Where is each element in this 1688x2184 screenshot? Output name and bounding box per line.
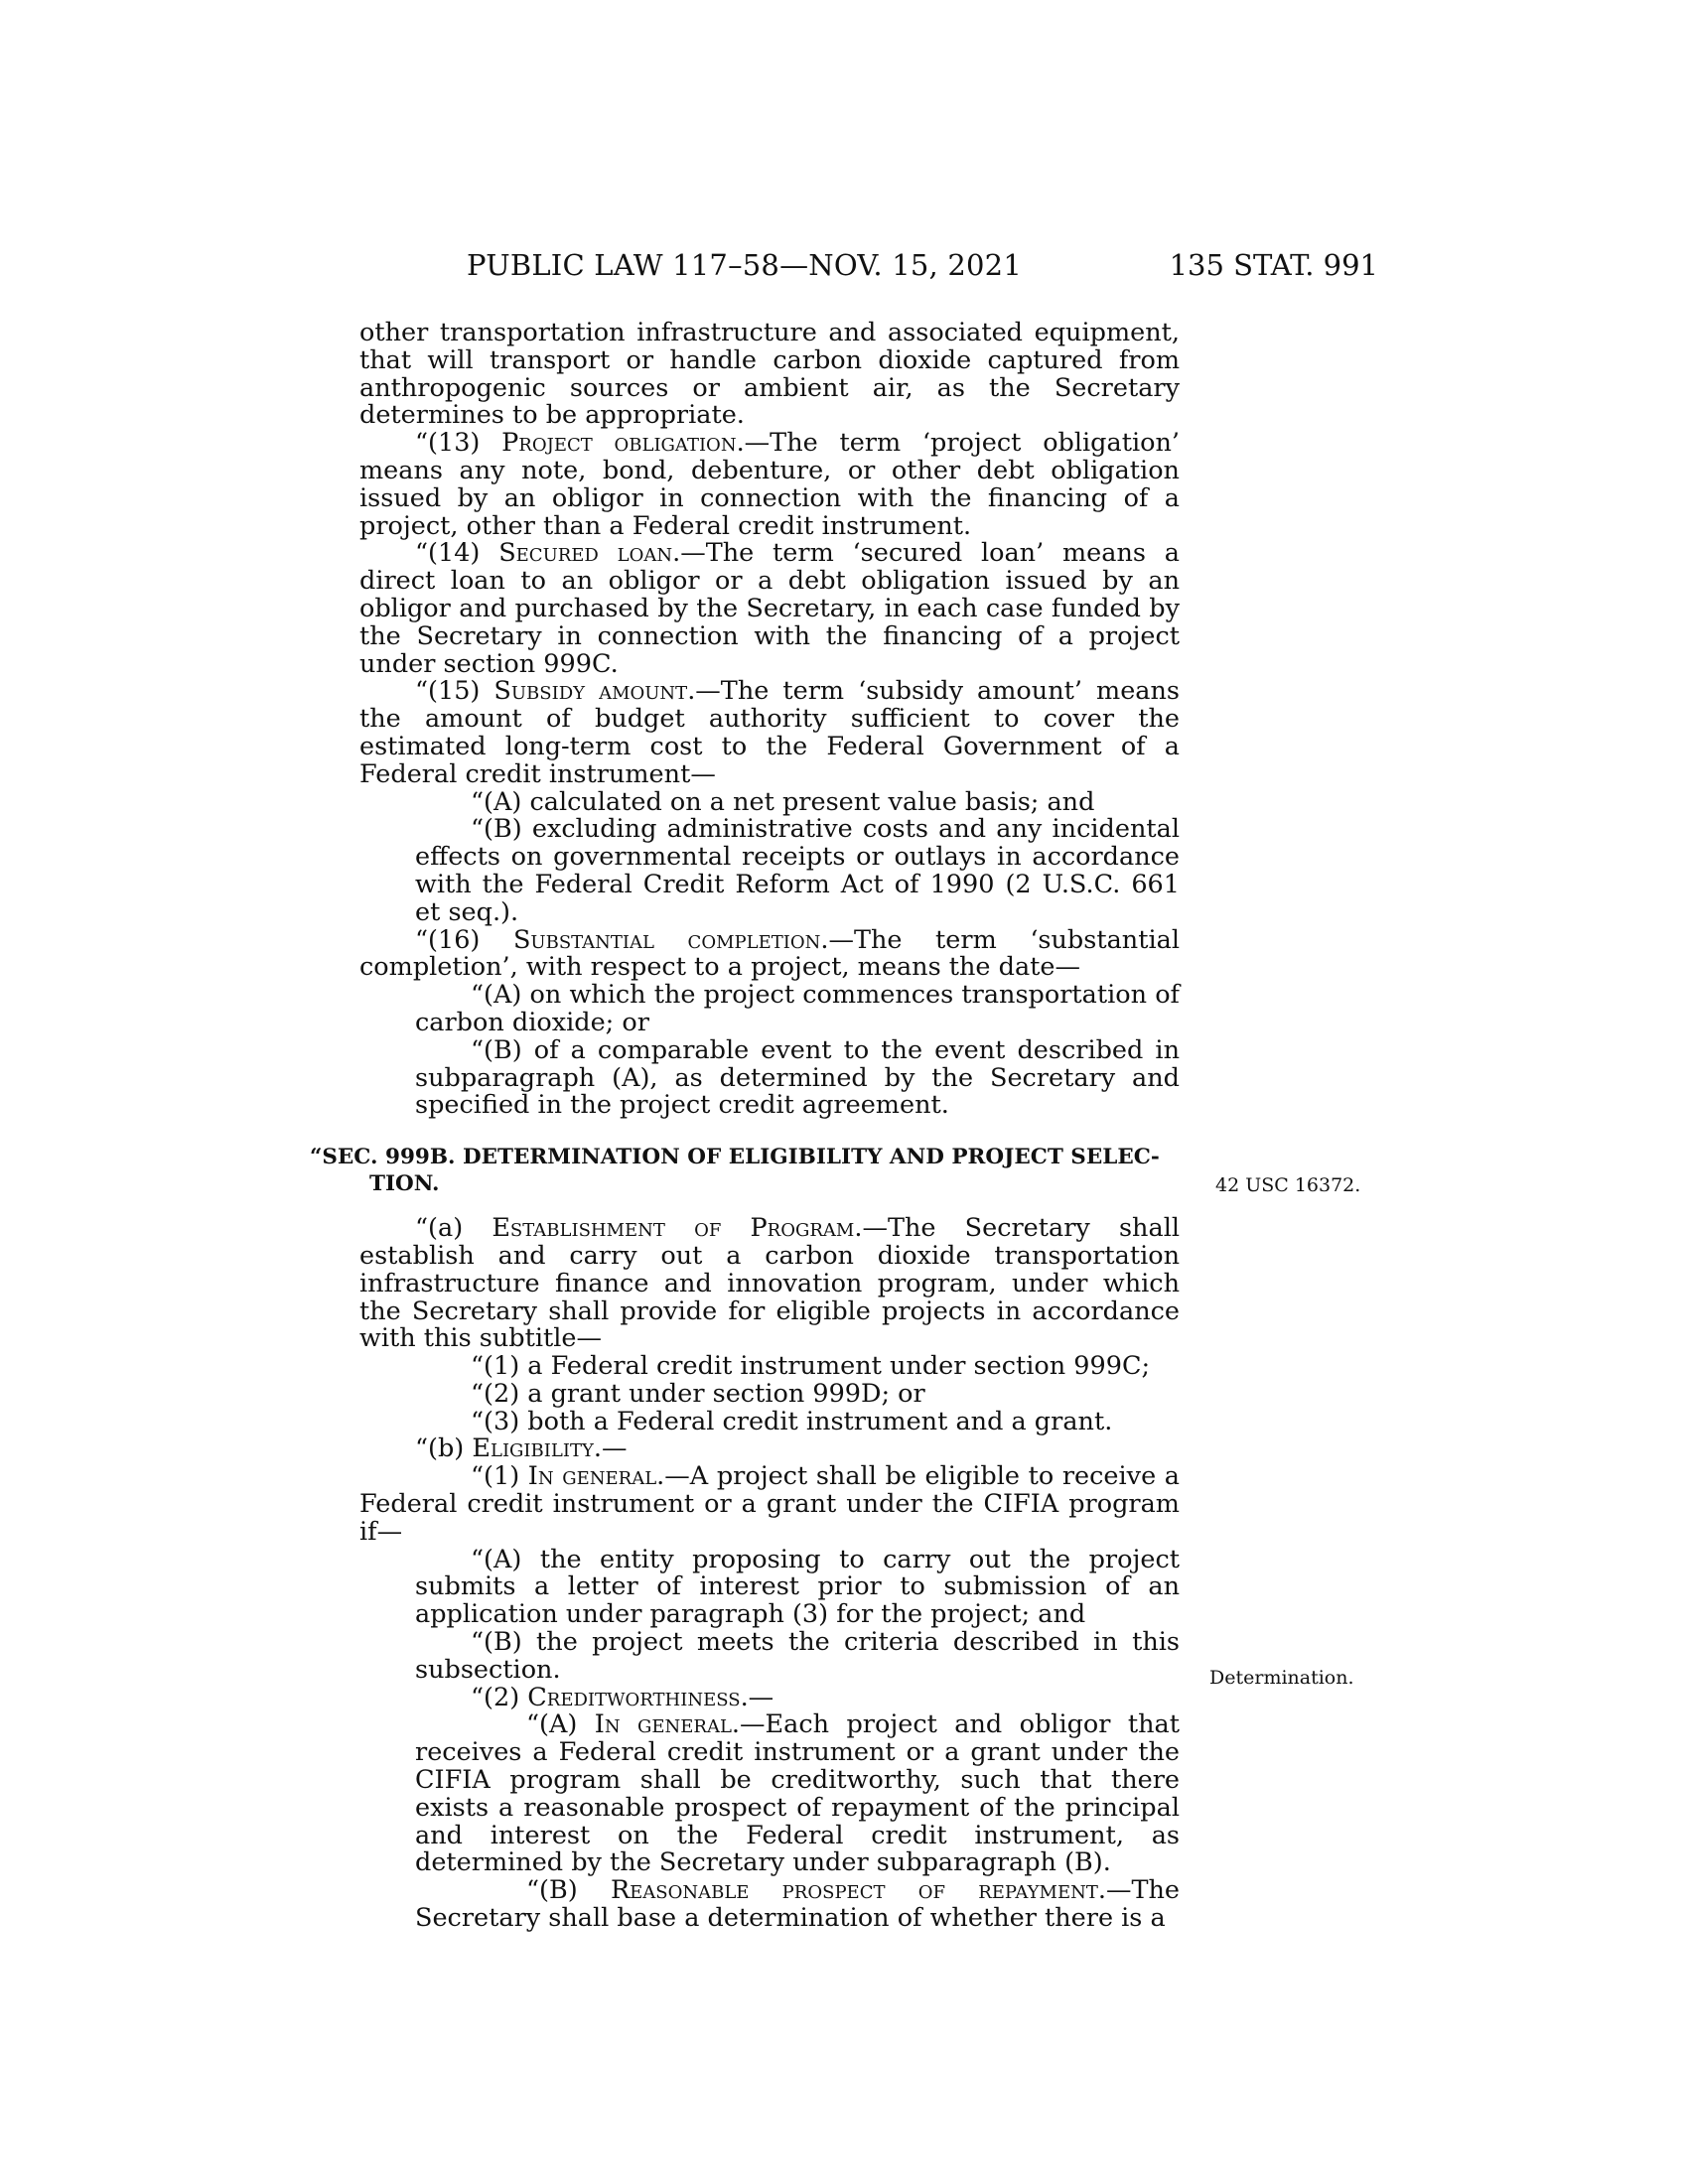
paragraph-14 <box>359 540 1180 678</box>
section-heading-line-2: TION. <box>369 1171 440 1197</box>
subsection-b-number: “(b) <box>415 1433 473 1464</box>
subsection-b-1-text: .—A project shall be eligible to receive a Federal credit instrument or a grant under the CIFIA program if— <box>359 1461 1181 1547</box>
margin-note-usc-citation: 42 USC 16372. <box>1215 1174 1361 1196</box>
paragraph-13-term: Project obligation <box>501 428 737 459</box>
paragraph-16-text: .—The term ‘substantial completion’, with respect to a project, means the date— <box>359 924 1180 983</box>
page-header <box>0 248 1688 288</box>
paragraph-15-number: “(15) <box>415 676 494 707</box>
paragraph-16 <box>359 924 1180 983</box>
subsection-b-2-a <box>415 1711 1180 1877</box>
subsection-b-1-b: “(B) the project meets the criteria described in this subsection. <box>415 1627 1180 1685</box>
subsection-b-2-b <box>415 1877 1180 1933</box>
subsection-b <box>359 1435 1180 1463</box>
paragraph-13 <box>359 430 1180 540</box>
subsection-b-2-b-term: Reasonable prospect of repayment <box>610 1875 1098 1906</box>
subsection-a-1: “(1) a Federal credit instrument under section 999C; <box>471 1351 1151 1382</box>
paragraph-16-b: “(B) of a comparable event to the event described in subparagraph (A), as determined by the Secretary and specified in the project credit agreement. <box>415 1034 1180 1121</box>
paragraph-16-term: Substantial completion <box>512 924 821 955</box>
subsection-b-term: Eligibility <box>472 1433 594 1464</box>
subsection-b-1 <box>359 1463 1180 1546</box>
subsection-b-2-a-text: .—Each project and obligor that receives a Federal credit instrument or a grant under the CIFIA program shall be creditworthy, such that there exists a reasonable prospect of repayment of the principal and interest on the Federal credit instrument, as determined by the Secretary under subparagraph (B). <box>415 1709 1180 1878</box>
subsection-b-text: .— <box>593 1433 628 1464</box>
subsection-b-2 <box>359 1682 1180 1712</box>
subsection-b-2-term: Creditworthiness <box>527 1682 741 1712</box>
paragraph-16-number: “(16) <box>415 924 513 955</box>
paragraph-15 <box>359 678 1180 788</box>
subsection-b-2-a-number: “(A) <box>526 1709 595 1740</box>
subsection-a-number: “(a) <box>415 1213 492 1244</box>
subsection-b-2-b-number: “(B) <box>526 1875 611 1906</box>
subsection-b-1-term: In general <box>527 1461 657 1492</box>
paragraph-14-number: “(14) <box>415 538 499 569</box>
margin-note-determination: Determination. <box>1209 1667 1354 1689</box>
subsection-a <box>359 1215 1180 1353</box>
page-number: 135 STAT. 991 <box>1169 248 1378 282</box>
running-head: PUBLIC LAW 117–58—NOV. 15, 2021 <box>467 248 1022 282</box>
section-heading-line-1: “SEC. 999B. DETERMINATION OF ELIGIBILITY AND PROJECT SELEC- <box>310 1145 1160 1170</box>
subsection-a-3: “(3) both a Federal credit instrument and a grant. <box>471 1406 1113 1436</box>
paragraph-13-text: .—The term ‘project obligation’ means any note, bond, debenture, or other debt obligation issued by an obligor in connection with the financing of a project, other than a Federal credit instrument. <box>359 428 1180 541</box>
paragraph-15-term: Subsidy amount <box>493 676 688 707</box>
paragraph-16-a: “(A) on which the project commences transportation of carbon dioxide; or <box>415 980 1180 1037</box>
subsection-b-1-a: “(A) the entity proposing to carry out the project submits a letter of interest prior to submission of an application under paragraph (3) for the project; and <box>415 1544 1180 1630</box>
subsection-a-2: “(2) a grant under section 999D; or <box>471 1378 925 1409</box>
paragraph-13-number: “(13) <box>415 428 502 459</box>
paragraph-15-a: “(A) calculated on a net present value basis; and <box>471 786 1095 817</box>
subsection-b-2-b-text: .—The Secretary shall base a determination of whether there is a <box>415 1875 1180 1934</box>
subsection-a-text: .—The Secretary shall establish and carry out a carbon dioxide transportation infrastructure finance and innovation program, under which the Secretary shall provide for eligible projects in accordance with this subtitle— <box>359 1213 1180 1354</box>
paragraph-14-text: .—The term ‘secured loan’ means a direct loan to an obligor or a debt obligation issued by an obligor and purchased by the Secretary, in each case funded by the Secretary in connection with the financing of a project under section 999C. <box>359 538 1180 679</box>
section-heading <box>310 1144 1180 1197</box>
paragraph-15-text: .—The term ‘subsidy amount’ means the amount of budget authority sufficient to cover the estimated long-term cost to the Federal Government of a Federal credit instrument— <box>359 676 1180 789</box>
paragraph-continuation: other transportation infrastructure and associated equipment, that will transport or handle carbon dioxide captured from anthropogenic sources or ambient air, as the Secretary determines to be appropriate. <box>359 318 1180 431</box>
paragraph-14-term: Secured loan <box>498 538 673 569</box>
subsection-a-term: Establishment of Program <box>492 1213 855 1244</box>
subsection-b-1-number: “(1) <box>471 1461 528 1492</box>
subsection-b-2-number: “(2) <box>471 1682 528 1712</box>
subsection-b-2-text: .— <box>740 1682 774 1712</box>
paragraph-15-b: “(B) excluding administrative costs and any incidental effects on governmental receipts or outlays in accordance with the Federal Credit Reform Act of 1990 (2 U.S.C. 661 et seq.). <box>415 814 1180 927</box>
statute-body <box>310 318 1181 1934</box>
subsection-b-2-a-term: In general <box>594 1709 732 1740</box>
